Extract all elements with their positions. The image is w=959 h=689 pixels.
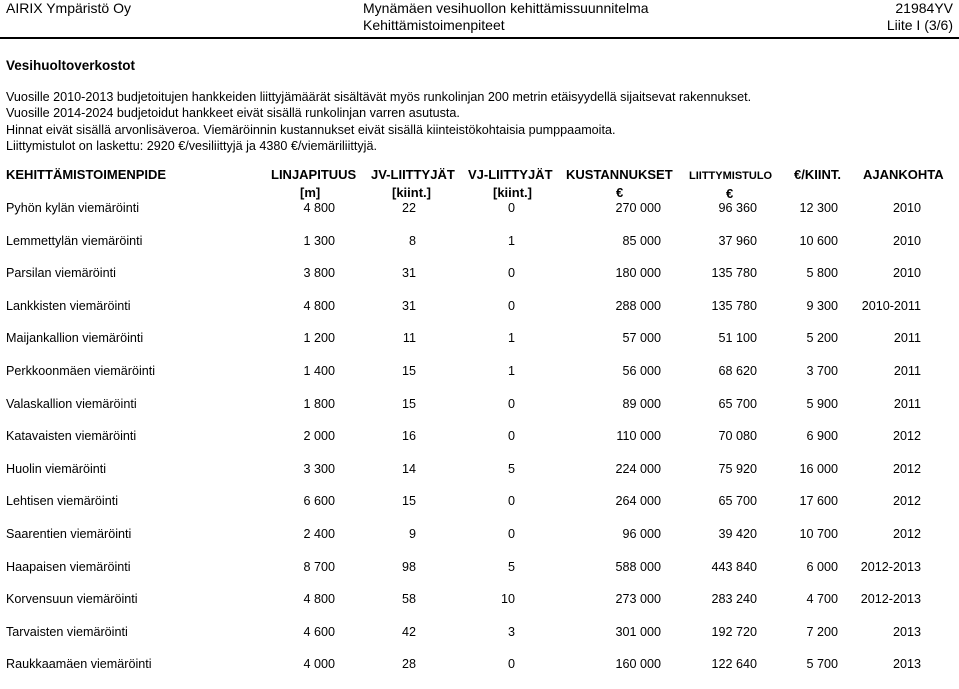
cell-name: Raukkaamäen viemäröinti [6, 657, 152, 672]
cell-timing: 2010-2011 [861, 298, 921, 313]
col-header-cost-l2: € [616, 185, 624, 200]
table-row [0, 394, 959, 414]
col-header-length-l1: LINJAPITUUS [271, 167, 357, 182]
col-header-vj-l1: VJ-LIITTYJÄT [468, 167, 553, 182]
cell-cost: 180 000 [615, 266, 661, 281]
cell-cost-per-property: 17 600 [799, 494, 838, 509]
intro-line: Liittymistulot on laskettu: 2920 €/vesiliittyjä ja 4380 €/viemäriliittyjä. [6, 139, 377, 154]
col-header-vj-l2: [kiint.] [493, 185, 532, 200]
cell-connection-income: 37 960 [718, 233, 757, 248]
col-header-jv-l2: [kiint.] [392, 185, 431, 200]
cell-jv-connections: 15 [401, 364, 416, 378]
table-row [0, 328, 959, 348]
col-header-per-property: €/KIINT. [794, 167, 841, 182]
intro-line: Hinnat eivät sisällä arvonlisäveroa. Viemäröinnin kustannukset eivät sisällä kiinteistökohtaisia pumppaamoita. [6, 122, 616, 137]
cell-timing: 2011 [893, 396, 921, 411]
cell-jv-connections: 8 [408, 233, 416, 248]
cell-jv-connections: 22 [401, 201, 416, 215]
cell-connection-income: 65 700 [718, 494, 757, 509]
cell-name: Valaskallion viemäröinti [6, 396, 137, 411]
col-header-cost [566, 166, 673, 202]
cell-cost: 96 000 [622, 527, 661, 541]
cell-vj-connections: 0 [507, 298, 515, 313]
cell-timing: 2010 [892, 266, 921, 281]
cell-cost-per-property: 4 700 [806, 592, 838, 607]
cell-cost: 264 000 [615, 494, 661, 509]
cell-connection-income: 65 700 [718, 396, 757, 411]
cell-name: Lehtisen viemäröinti [6, 494, 119, 509]
cell-vj-connections: 5 [507, 559, 515, 574]
cell-cost-per-property: 5 800 [806, 266, 838, 281]
cell-vj-connections: 1 [507, 364, 515, 378]
col-header-income-l1: LIITTYMISTULO [689, 170, 773, 182]
cell-name: Korvensuun viemäröinti [6, 592, 138, 607]
col-header-vj [468, 166, 553, 202]
cell-connection-income: 443 840 [711, 559, 757, 574]
cell-length: 3 800 [303, 266, 335, 281]
cell-cost: 89 000 [622, 396, 661, 411]
cell-cost-per-property: 9 300 [806, 298, 838, 313]
table-row [0, 524, 959, 544]
cell-jv-connections: 28 [401, 657, 416, 672]
cell-timing: 2012 [892, 461, 921, 476]
cell-length: 1 300 [303, 233, 335, 248]
table-row [0, 361, 959, 381]
cell-jv-connections: 15 [401, 396, 416, 411]
col-header-cost-l1: KUSTANNUKSET [566, 167, 673, 182]
table-row [0, 557, 959, 577]
col-header-income-l2: € [726, 186, 734, 201]
cell-connection-income: 122 640 [711, 657, 757, 672]
cell-vj-connections: 0 [507, 396, 515, 411]
cell-timing: 2012 [892, 429, 921, 444]
cell-cost-per-property: 5 900 [806, 396, 838, 411]
cell-name: Saarentien viemäröinti [6, 527, 132, 541]
document-number: 21984YV [895, 0, 953, 16]
cell-length: 4 800 [303, 201, 335, 215]
table-row [0, 622, 959, 642]
intro-line: Vuosille 2014-2024 budjetoidut hankkeet eivät sisällä runkolinjan varren asutusta. [6, 106, 460, 121]
cell-name: Lemmettylän viemäröinti [6, 233, 143, 248]
cell-connection-income: 51 100 [718, 331, 757, 346]
cell-cost-per-property: 6 000 [806, 559, 838, 574]
cell-length: 2 000 [303, 429, 335, 444]
cell-vj-connections: 3 [507, 624, 515, 639]
cell-name: Tarvaisten viemäröinti [6, 624, 128, 639]
header-rule [0, 37, 959, 39]
cell-timing: 2012 [892, 527, 921, 541]
cell-name: Maijankallion viemäröinti [6, 331, 144, 346]
cell-name: Katavaisten viemäröinti [6, 429, 137, 444]
cell-vj-connections: 0 [507, 429, 515, 444]
cell-length: 1 200 [303, 331, 335, 346]
cell-name: Huolin viemäröinti [6, 461, 107, 476]
cell-cost: 273 000 [615, 592, 661, 607]
cell-timing: 2012 [892, 494, 921, 509]
cell-cost-per-property: 10 700 [799, 527, 838, 541]
cell-vj-connections: 0 [507, 657, 515, 672]
company-name: AIRIX Ympäristö Oy [6, 0, 132, 16]
cell-length: 2 400 [303, 527, 335, 541]
cell-vj-connections: 10 [500, 592, 515, 607]
cell-jv-connections: 16 [401, 429, 416, 444]
cell-vj-connections: 0 [507, 494, 515, 509]
section-title: Vesihuoltoverkostot [6, 58, 136, 73]
cell-name: Haapaisen viemäröinti [6, 559, 131, 574]
cell-jv-connections: 11 [402, 331, 416, 346]
table-row [0, 491, 959, 511]
cell-jv-connections: 31 [401, 266, 416, 281]
cell-name: Perkkoonmäen viemäröinti [6, 364, 156, 378]
col-header-jv [371, 166, 455, 202]
cell-cost: 85 000 [622, 233, 661, 248]
cell-timing: 2012-2013 [860, 559, 921, 574]
cell-cost: 160 000 [615, 657, 661, 672]
cell-cost: 301 000 [615, 624, 661, 639]
cell-cost: 56 000 [622, 364, 661, 378]
col-header-name: KEHITTÄMISTOIMENPIDE [6, 167, 167, 182]
cell-cost-per-property: 10 600 [799, 233, 838, 248]
col-header-timing: AJANKOHTA [863, 167, 944, 182]
table-row [0, 263, 959, 283]
cell-jv-connections: 9 [408, 527, 416, 541]
cell-length: 1 800 [303, 396, 335, 411]
cell-vj-connections: 5 [507, 461, 515, 476]
cell-length: 6 600 [303, 494, 335, 509]
cell-jv-connections: 31 [401, 298, 416, 313]
col-header-length [271, 166, 356, 202]
cell-name: Parsilan viemäröinti [6, 266, 116, 281]
cell-jv-connections: 14 [401, 461, 416, 476]
col-header-length-l2: [m] [300, 185, 321, 200]
document-subtitle: Kehittämistoimenpiteet [363, 17, 505, 33]
table-row [0, 589, 959, 609]
cell-cost-per-property: 5 200 [806, 331, 838, 346]
cell-vj-connections: 0 [507, 527, 515, 541]
cell-vj-connections: 1 [507, 331, 515, 346]
cell-vj-connections: 0 [507, 201, 515, 215]
cell-connection-income: 283 240 [711, 592, 757, 607]
cell-jv-connections: 98 [401, 559, 416, 574]
cell-cost: 224 000 [615, 461, 661, 476]
cell-cost-per-property: 16 000 [799, 461, 838, 476]
cell-timing: 2010 [892, 233, 921, 248]
cell-cost-per-property: 12 300 [799, 201, 838, 215]
appendix-label: Liite I (3/6) [886, 17, 953, 33]
cell-length: 4 600 [303, 624, 335, 639]
cell-cost-per-property: 6 900 [806, 429, 838, 444]
cell-connection-income: 39 420 [718, 527, 757, 541]
cell-timing: 2012-2013 [860, 592, 921, 607]
table-row [0, 459, 959, 479]
cell-connection-income: 75 920 [718, 461, 757, 476]
cell-timing: 2010 [892, 201, 921, 215]
cell-connection-income: 192 720 [711, 624, 757, 639]
cell-timing: 2013 [892, 624, 921, 639]
cell-jv-connections: 15 [401, 494, 416, 509]
table-row [0, 296, 959, 316]
cell-cost: 588 000 [615, 559, 661, 574]
cell-timing: 2013 [892, 657, 921, 672]
cell-vj-connections: 1 [507, 233, 515, 248]
cell-cost: 270 000 [615, 201, 661, 215]
cell-connection-income: 70 080 [718, 429, 757, 444]
cell-jv-connections: 42 [401, 624, 416, 639]
cell-connection-income: 135 780 [711, 266, 757, 281]
cell-cost-per-property: 7 200 [806, 624, 838, 639]
table-row [0, 231, 959, 251]
project-title: Mynämäen vesihuollon kehittämissuunnitelma [363, 0, 649, 16]
cell-length: 3 300 [303, 461, 335, 476]
cell-connection-income: 96 360 [718, 201, 757, 215]
table-row [0, 654, 959, 674]
intro-text [6, 89, 751, 155]
cell-length: 1 400 [303, 364, 335, 378]
cell-connection-income: 68 620 [718, 364, 757, 378]
cell-cost: 57 000 [622, 331, 661, 346]
cell-cost-per-property: 5 700 [806, 657, 838, 672]
cell-connection-income: 135 780 [711, 298, 757, 313]
cell-cost-per-property: 3 700 [806, 364, 838, 378]
col-header-jv-l1: JV-LIITTYJÄT [371, 167, 455, 182]
intro-line: Vuosille 2010-2013 budjetoitujen hankkeiden liittyjämäärät sisältävät myös runkolinjan 200 metrin etäisyydellä sijaitsevat rakennukset. [6, 90, 752, 104]
table-row [0, 198, 959, 218]
cell-length: 4 800 [303, 592, 335, 607]
cell-vj-connections: 0 [507, 266, 515, 281]
cell-cost: 288 000 [615, 298, 661, 313]
cell-cost: 110 000 [616, 429, 661, 444]
cell-length: 8 700 [303, 559, 335, 574]
cell-timing: 2011 [893, 364, 921, 378]
cell-length: 4 800 [303, 298, 335, 313]
cell-timing: 2011 [893, 331, 921, 346]
table-row [0, 426, 959, 446]
cell-jv-connections: 58 [401, 592, 416, 607]
cell-name: Pyhön kylän viemäröinti [6, 201, 139, 215]
cell-name: Lankkisten viemäröinti [6, 298, 131, 313]
cell-length: 4 000 [303, 657, 335, 672]
